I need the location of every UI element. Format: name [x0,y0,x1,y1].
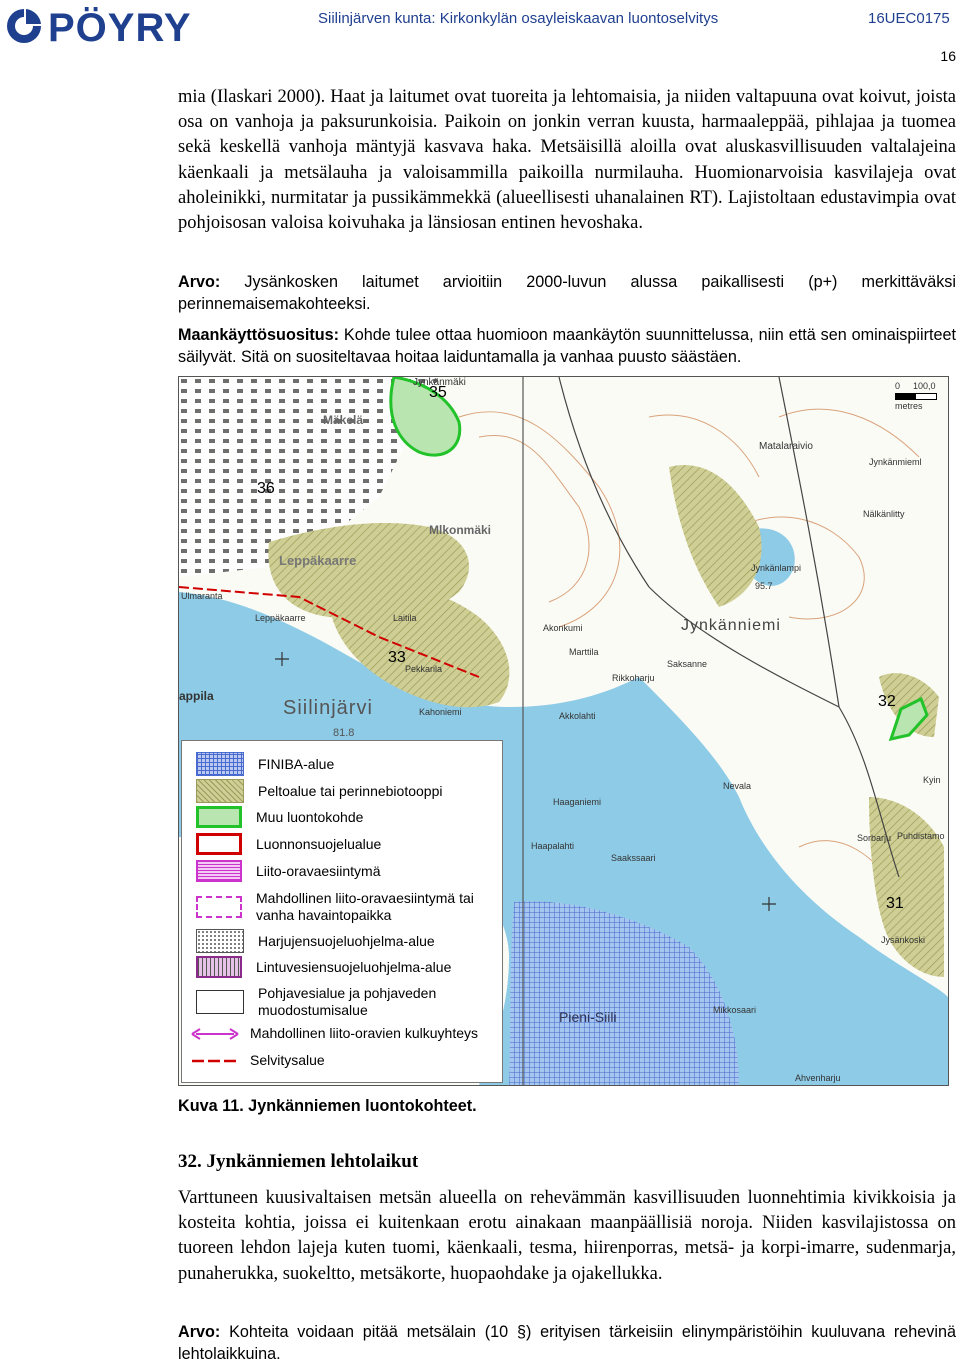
place-name: Saakssaari [611,853,656,863]
place-name: Jysänkoski [881,935,926,945]
place-name: Kyin [923,775,941,785]
place-name: Jynkänmieml [869,457,922,467]
lake-depth: 81.8 [333,727,355,739]
value-text: Jysänkosken laitumet arvioitiin 2000-luvun alussa paikallisesti (p+) merkittäväksi perinnemaisemakohteeksi. [178,273,956,313]
recommendation-text: Kohde tulee ottaa huomioon maankäytön suunnittelussa, niin että sen ominaispiirteet säilyvät. Sitä on suositeltavaa hoitaa laiduntamalla ja vanhaa puusto säästäen. [178,326,956,366]
possible-squirrel-swatch [196,896,242,918]
value-paragraph-2 [178,1322,956,1365]
place-name: Akonkumi [543,623,583,633]
nature-site-swatch [196,806,242,828]
place-name: Mikkosaari [713,1005,757,1015]
scale-unit: metres [895,401,923,411]
bird-water-swatch [196,956,242,978]
place-name: Pekkarila [405,664,443,674]
place-name: Kahoniemi [419,707,462,717]
legend-label: FINIBA-alue [258,755,335,772]
lake-name: Siilinjärvi [283,697,373,719]
site-number-35: 35 [429,384,447,401]
value-label: Arvo: [178,273,221,291]
survey-line-icon [190,1054,240,1068]
nature-site-map [178,376,949,1086]
legend-item-bird-water [196,956,451,978]
scale-bar [895,393,937,400]
legend-label: Pohjavesialue ja pohjaveden muodostumisalue [258,985,437,1018]
ridge-swatch [196,929,244,953]
place-name: Jynkänlampi [751,563,802,573]
place-name: Haapalahti [531,841,575,851]
poyry-logo-icon [4,6,44,48]
intro-text: mia (Ilaskari 2000). Haat ja laitumet ovat tuoreita ja lehtomaisia, ja niiden valtapuuna ovat koivut, joista osa on vanhoja ja paksurunkoisia. Paikoin on jonkin verran kuusta, harmaaleppää, pihlajaa ja tuomea sekä keskellä vanhoja mäntyjä kasvava haka. Metsäisillä aloilla ovat aluskasvillisuuden valtalajeina käenkaali ja metsälauha ja valoisammilla paikoilla nurmilauha. Huomionarvoisia kasvilajeja ovat aholeinikki, nurmitatar ja pussikämmekkä (alueellisesti uhanalainen RT). Lajistoltaan edustavimpia ovat pohjoisosan valoisa koivuhaka ja länsiosan entinen hevoshaka. [178,87,956,234]
legend-item-survey-area [190,1052,325,1069]
place-name: Marttila [569,647,599,657]
place-name: Rikkoharju [612,673,655,683]
legend-label: Luonnonsuojelualue [256,835,382,852]
legend-item-conservation [196,833,381,855]
scale-max: 100,0 [913,381,936,391]
place-name: Ulmaranta [181,591,223,601]
place-name: Nevala [723,781,752,791]
map-legend [181,740,503,1083]
finiba-swatch [196,752,244,776]
legend-item-nature-site [196,806,363,828]
site-number-36: 36 [257,480,275,497]
place-name: Jynkänniemi [681,617,781,634]
place-name: Jynkänmäki [413,377,466,388]
place-name: Akkolahti [559,711,596,721]
section-heading: 32. Jynkänniemen lehtolaikut [178,1151,419,1172]
legend-item-corridor [190,1025,478,1042]
poyry-logo [4,4,244,50]
place-name: Leppäkaarre [279,553,357,568]
flying-squirrel-swatch [196,860,242,882]
site-number-33: 33 [388,649,406,666]
recommendation-label: Maankäyttösuositus: [178,326,340,344]
place-name: Pieni-Siili [559,1009,617,1025]
place-name: Haaganiemi [553,797,602,807]
site-number-32: 32 [878,693,896,710]
place-name: Leppäkaarre [255,613,306,623]
legend-label: Selvitysalue [250,1052,325,1068]
place-name: Laitila [393,613,417,623]
place-name: Saksanne [667,659,708,669]
legend-label: Liito-oravaesiintymä [256,862,381,879]
legend-item-groundwater [196,985,498,1019]
value-text-2: Kohteita voidaan pitää metsälain (10 §) erityisen tärkeisiin elinympäristöihin kuuluvana rehevinä lehtolaikkuina. [178,1323,956,1363]
corridor-arrow-icon [190,1027,240,1041]
field-swatch [196,779,244,803]
value-label-2: Arvo: [178,1323,221,1341]
intro-paragraph [178,85,956,236]
page-number: 16 [940,48,956,64]
legend-item-field [196,779,442,803]
place-name: Puhdistamo [897,831,945,841]
place-name: appila [179,689,214,703]
elevation: 95.7 [755,581,773,591]
legend-label: Harjujensuojeluohjelma-alue [258,932,435,949]
legend-label: Mahdollinen liito-oravien kulkuyhteys [250,1025,479,1041]
legend-label: Mahdollinen liito-oravaesiintymä tai vanha havaintopaikka [256,890,474,923]
value-paragraph [178,272,956,315]
groundwater-swatch [196,990,244,1014]
place-name: Matalaraivio [759,441,813,452]
recommendation-paragraph [178,325,956,368]
legend-item-ridge [196,929,435,953]
legend-item-possible-squirrel [196,890,496,924]
legend-label: Peltoalue tai perinnebiotooppi [258,782,443,799]
scale-zero: 0 [895,381,901,391]
legend-label: Muu luontokohde [256,808,364,825]
legend-label: Lintuvesiensuojeluohjelma-alue [256,958,452,975]
site-number-31: 31 [886,895,904,912]
place-name: Sorbarju [857,833,892,843]
logo-wordmark: PÖYRY [48,6,192,50]
section-body [178,1186,956,1287]
legend-item-finiba [196,752,334,776]
place-name: Nälkänlitty [863,509,905,519]
place-name: Mäkelä [323,413,364,427]
conservation-swatch [196,833,242,855]
place-name: Ahvenharju [795,1073,841,1083]
section-body-text: Varttuneen kuusivaltaisen metsän alueella on rehevämmän kasvillisuuden luonnehtimia kivikkoisia ja kosteita kohtia, joissa ei kuitenkaan erotu ainakaan maanpäällisiä noroja. Niiden kasvilajistossa on tuoreen lehdon lajeja kuten tuomi, käenkaali, tesma, hiirenporras, metsä- ja korpi-imarre, sudenmarja, punaherukka, suokeltto, metsäkorte, huopaohdake ja ojakellukka. [178,1188,956,1284]
document-title: Siilinjärven kunta: Kirkonkylän osayleiskaavan luontoselvitys [318,10,719,27]
place-name: Mlkonmäki [429,523,492,537]
legend-item-flying-squirrel [196,860,381,882]
document-code: 16UEC0175 [868,10,950,27]
figure-caption: Kuva 11. Jynkänniemen luontokohteet. [178,1097,477,1115]
